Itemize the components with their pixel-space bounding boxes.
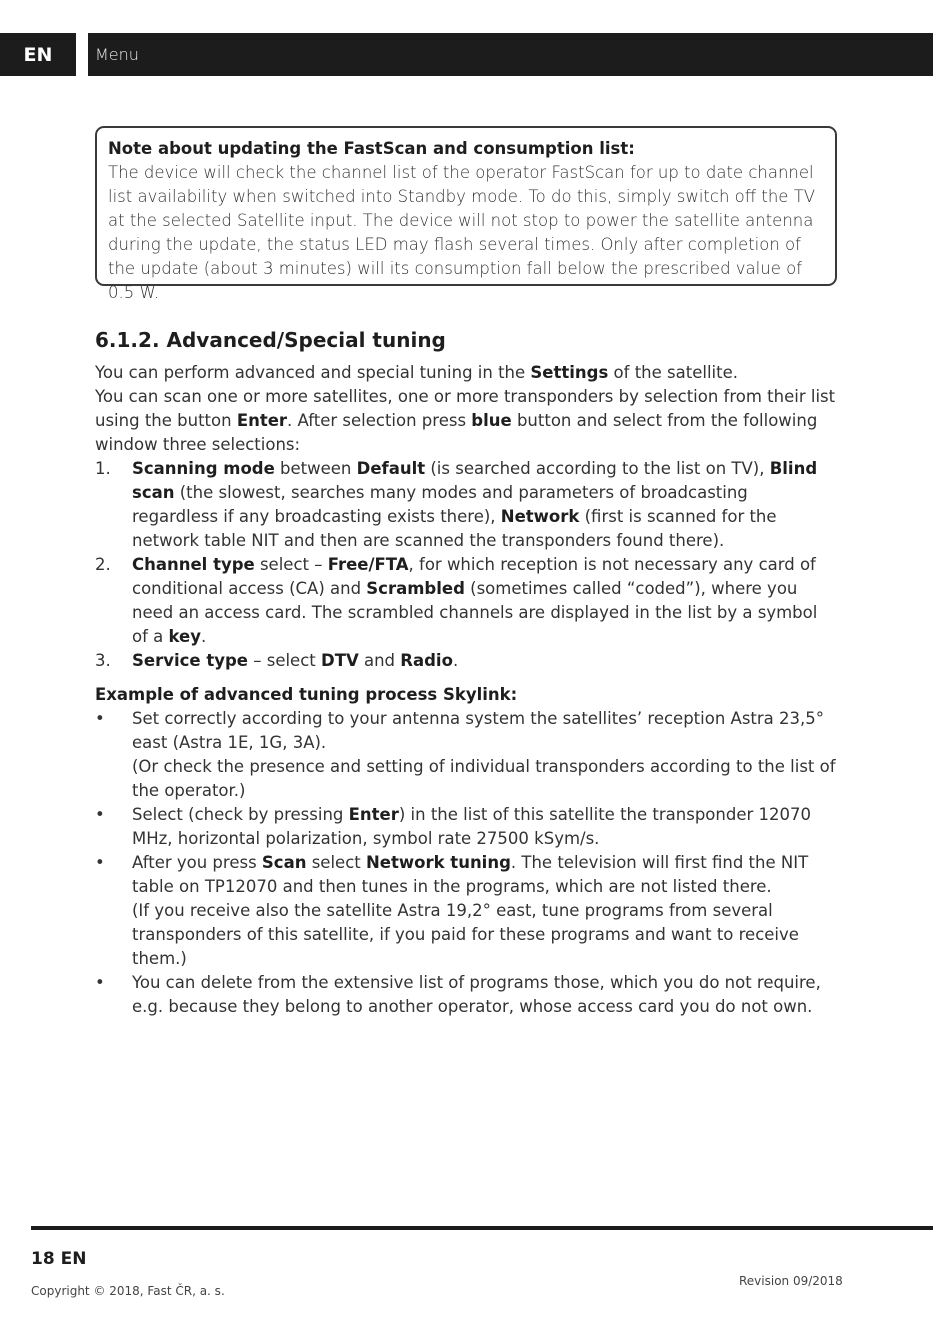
- bullet-list: [95, 707, 837, 1019]
- term: key: [168, 627, 201, 646]
- term: Service type: [132, 651, 248, 670]
- main-content: [95, 327, 837, 1019]
- note-box: [95, 126, 837, 302]
- text: (first is scanned for the network table NIT and then are scanned the transponders found there).: [132, 507, 777, 550]
- text: (Or check the presence and setting of individual transponders according to the list of the operator.): [132, 757, 836, 800]
- example-title: Example of advanced tuning process Skylink:: [95, 685, 518, 704]
- text: After you press: [132, 853, 262, 872]
- text: (sometimes called “coded”), where you need an access card. The scrambled channels are displayed in the list by a symbol of a: [132, 579, 818, 646]
- term: Blind scan: [132, 459, 818, 502]
- term: Scanning mode: [132, 459, 275, 478]
- list-number: 1.: [95, 459, 111, 478]
- term: Network tuning: [365, 853, 511, 872]
- term: DTV: [321, 651, 359, 670]
- text: select: [306, 853, 366, 872]
- text: .: [452, 651, 459, 670]
- text: – select: [247, 651, 321, 670]
- text: (If you receive also the satellite Astra 19,2° east, tune programs from several transponders of this satellite, if you paid for these programs and want to receive them.): [132, 901, 799, 968]
- text: button and select from the following window three selections:: [95, 411, 818, 454]
- bullet: •: [95, 805, 105, 824]
- footer-divider: [31, 1226, 933, 1230]
- list-item: [95, 553, 837, 649]
- text: between: [274, 459, 357, 478]
- list-item: [95, 649, 837, 673]
- text: and: [358, 651, 401, 670]
- bullet: •: [95, 973, 105, 992]
- term: Enter: [348, 805, 399, 824]
- note-title: Note about updating the FastScan and consumption list:: [108, 139, 635, 158]
- list-number: 3.: [95, 651, 111, 670]
- language-badge: EN: [0, 33, 76, 76]
- enter-term: Enter: [236, 411, 288, 430]
- text: . The television will first find the NIT table on TP12070 and then tunes in the programs, which are not listed there.: [132, 853, 809, 896]
- paragraph-settings: [95, 361, 837, 385]
- text: select –: [254, 555, 328, 574]
- page-number: 18 EN: [31, 1249, 87, 1269]
- text: You can delete from the extensive list of programs those, which you do not require, e.g. because they belong to another operator, whose access card you do not own.: [132, 973, 821, 1016]
- text: . After selection press: [287, 411, 472, 430]
- term: Channel type: [132, 555, 255, 574]
- section-title: 6.1.2. Advanced/Special tuning: [95, 328, 446, 352]
- note-text: The device will check the channel list of the operator FastScan for up to date channel list availability when switched into Standby mode. To do this, simply switch off the TV at the selected Satellite input. The device will not stop to power the satellite antenna during the update, the status LED may flash several times. Only after completion of the update (about 3 minutes) will its consumption fall below the prescribed value of 0.5 W.: [108, 163, 816, 302]
- revision: Revision 09/2018: [739, 1274, 843, 1288]
- text: (the slowest, searches many modes and parameters of broadcasting regardless if any broadcasting exists there),: [132, 483, 748, 526]
- text: , for which reception is not necessary any card of conditional access (CA) and: [132, 555, 816, 598]
- section-header: [88, 33, 933, 76]
- text: Set correctly according to your antenna system the satellites’ reception Astra 23,5° east (Astra 1E, 1G, 3A).: [132, 709, 825, 752]
- bullet: •: [95, 709, 105, 728]
- blue-term: blue: [471, 411, 512, 430]
- term: Radio: [400, 651, 453, 670]
- paragraph-scan: [95, 385, 837, 457]
- text: .: [201, 627, 207, 646]
- term: Default: [356, 459, 426, 478]
- list-item: [95, 457, 837, 553]
- text: of the satellite.: [608, 363, 738, 382]
- text: You can scan one or more satellites, one or more transponders by selection from their list using the button: [95, 387, 836, 430]
- list-item: [95, 971, 837, 1019]
- copyright: Copyright © 2018, Fast ČR, a. s.: [31, 1284, 225, 1298]
- list-item: [95, 803, 837, 851]
- text: You can perform advanced and special tuning in the: [95, 363, 531, 382]
- term: Network: [500, 507, 580, 526]
- term: Scan: [261, 853, 307, 872]
- list-number: 2.: [95, 555, 111, 574]
- settings-term: Settings: [530, 363, 609, 382]
- list-item: [95, 707, 837, 803]
- text: (is searched according to the list on TV),: [425, 459, 770, 478]
- term: Free/FTA: [327, 555, 409, 574]
- bullet: •: [95, 853, 105, 872]
- section-header-label: Menu: [95, 45, 139, 64]
- term: Scrambled: [366, 579, 465, 598]
- list-item: [95, 851, 837, 971]
- text: ) in the list of this satellite the transponder 12070 MHz, horizontal polarization, symbol rate 27500 kSym/s.: [132, 805, 811, 848]
- text: Select (check by pressing: [132, 805, 349, 824]
- numbered-list: [95, 457, 837, 673]
